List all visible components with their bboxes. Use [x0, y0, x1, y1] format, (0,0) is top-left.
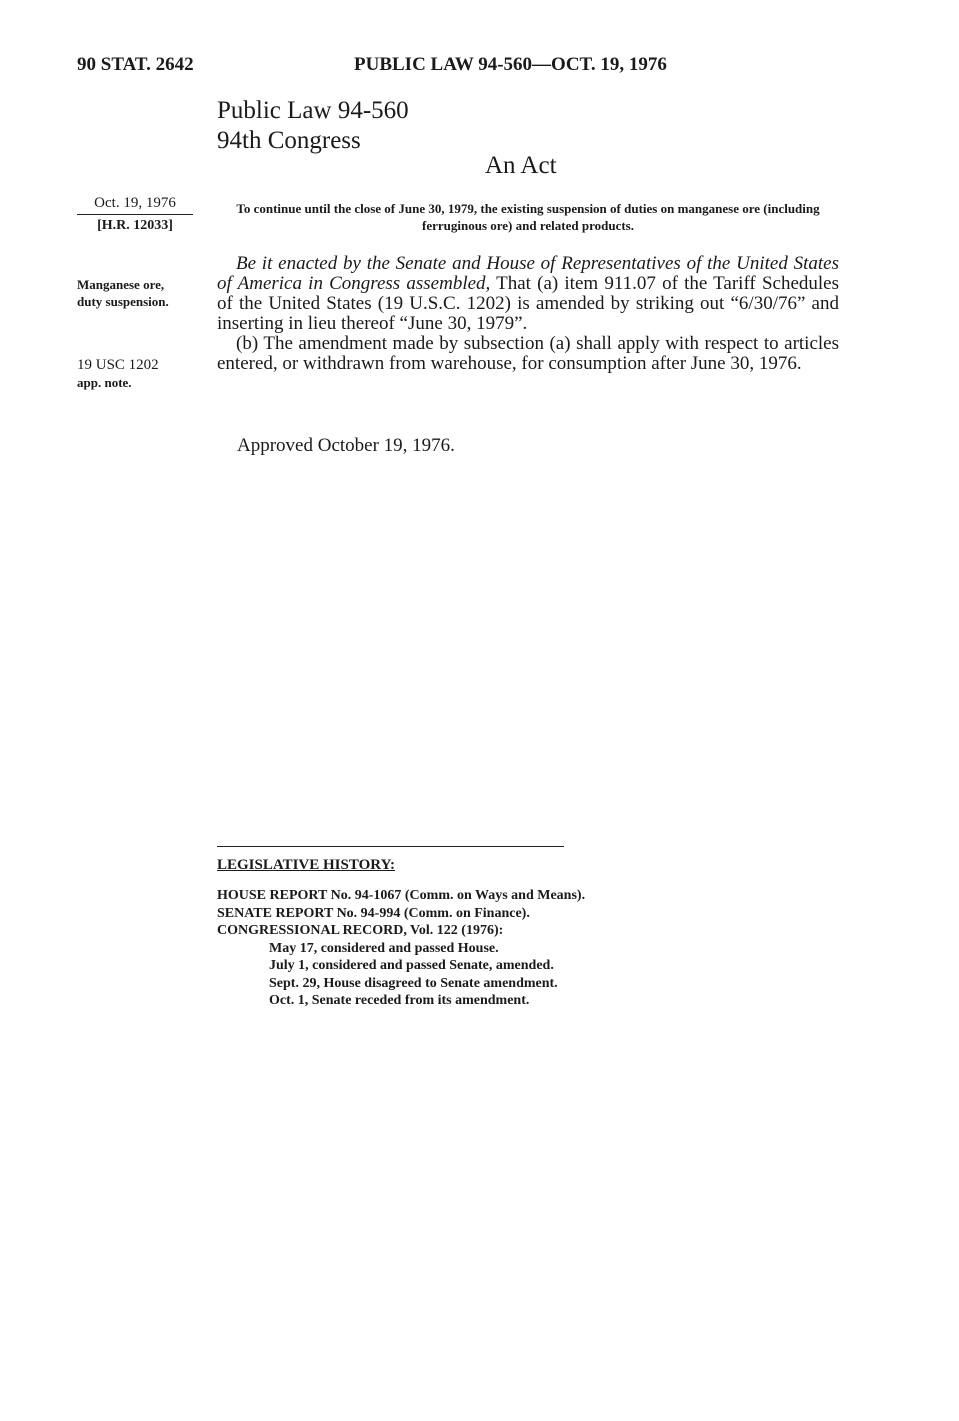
act-purpose: To continue until the close of June 30, 1979, the existing suspension of duties on manganese ore (including ferruginous ore) and related products.	[236, 201, 820, 233]
running-head: PUBLIC LAW 94-560—OCT. 19, 1976	[354, 54, 667, 75]
law-title-block	[217, 96, 409, 156]
margin-note-line: app. note.	[77, 375, 132, 390]
house-report: HOUSE REPORT No. 94-1067 (Comm. on Ways and Means).	[217, 888, 586, 903]
legislative-history-list	[217, 887, 585, 1010]
margin-note-subject	[77, 276, 169, 310]
congress-number: 94th Congress	[217, 127, 361, 154]
history-divider	[217, 846, 564, 847]
stat-page-number: 90 STAT. 2642	[77, 54, 194, 75]
margin-note-line: duty suspension.	[77, 294, 169, 309]
history-event: July 1, considered and passed Senate, amended.	[269, 958, 554, 973]
margin-note-citation	[77, 357, 159, 391]
approval-date: Approved October 19, 1976.	[237, 435, 455, 456]
margin-bill-number: [H.R. 12033]	[97, 218, 173, 233]
public-law-number: Public Law 94-560	[217, 97, 409, 124]
act-heading: An Act	[485, 152, 557, 179]
congressional-record: CONGRESSIONAL RECORD, Vol. 122 (1976):	[217, 923, 504, 938]
margin-date-block	[77, 195, 197, 234]
margin-note-line: Manganese ore,	[77, 277, 165, 292]
enacting-clause: Be it enacted by the Senate and House of Representatives of the United States of America in Congress assembled,	[217, 253, 839, 294]
margin-date: Oct. 19, 1976	[77, 195, 193, 215]
section-a-text: That (a) item 911.07 of the Tariff Schedules of the United States (19 U.S.C. 1202) is amended by striking out “6/30/76” and inserting in lieu thereof “June 30, 1979”.	[217, 273, 839, 334]
history-event: Sept. 29, House disagreed to Senate amendment.	[269, 975, 558, 991]
section-b-paragraph: (b) The amendment made by subsection (a) shall apply with respect to articles entered, or withdrawn from warehouse, for consumption after June 30, 1976.	[217, 333, 839, 374]
legislative-history-title: LEGISLATIVE HISTORY:	[217, 857, 396, 873]
section-a-paragraph	[217, 254, 839, 334]
history-event: Oct. 1, Senate receded from its amendment.	[269, 993, 530, 1008]
act-body	[217, 254, 839, 374]
senate-report: SENATE REPORT No. 94-994 (Comm. on Finance).	[217, 905, 530, 921]
history-event: May 17, considered and passed House.	[269, 940, 499, 956]
margin-note-line: 19 USC 1202	[77, 357, 159, 373]
